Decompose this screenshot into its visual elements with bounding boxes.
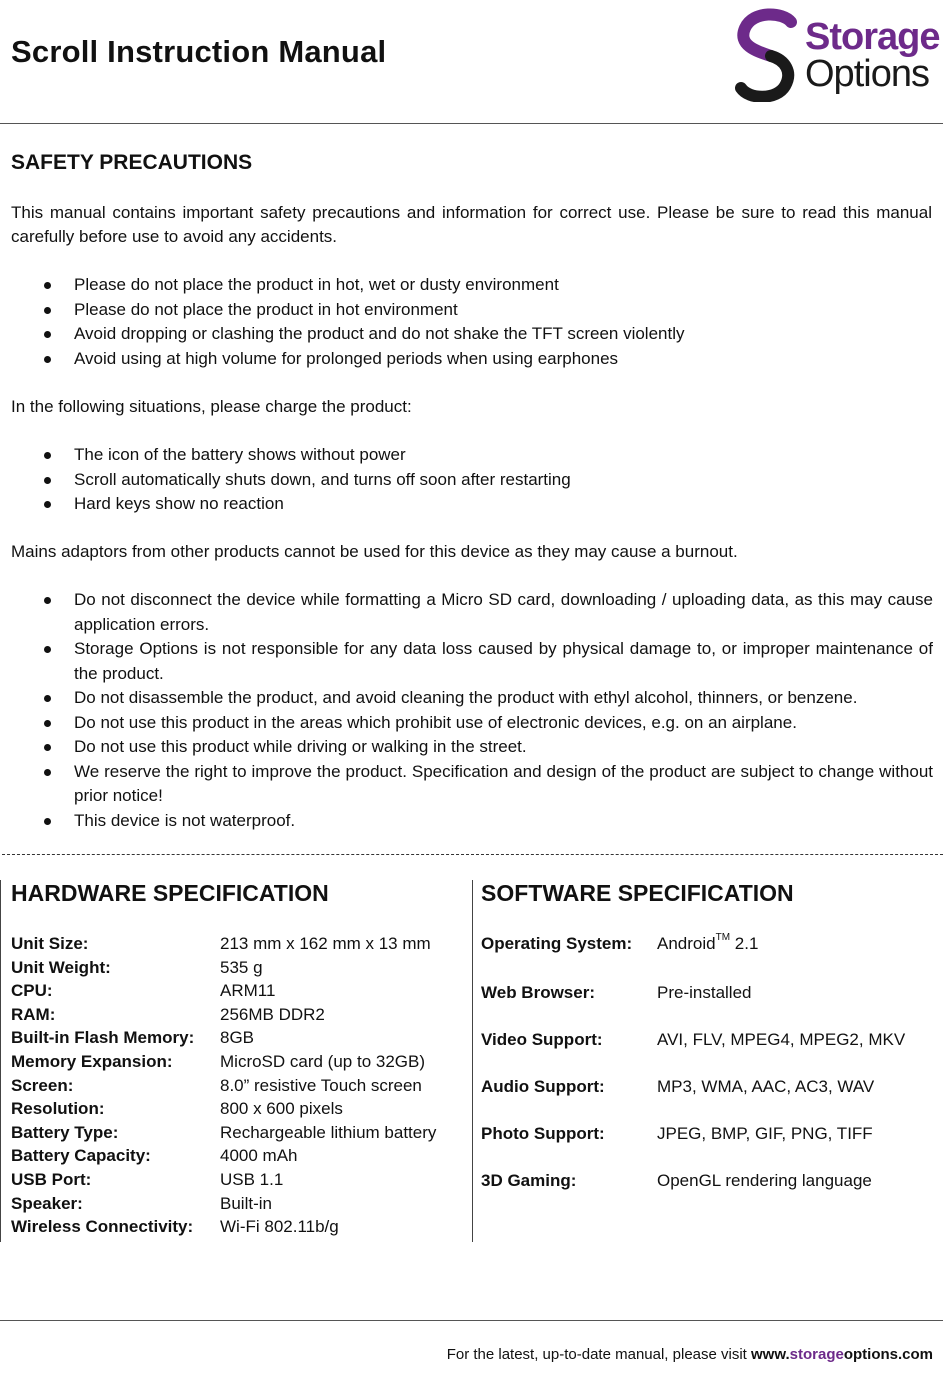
list-item-text: Please do not place the product in hot environment [74,299,458,319]
spec-label: Battery Capacity: [11,1146,151,1166]
list-item [0,492,933,517]
list-item [0,809,933,834]
bullet-icon [44,818,51,825]
spec-label: 3D Gaming: [481,1171,577,1190]
list-item-text: Do not use this product in the areas which prohibit use of electronic devices, e.g. on an airplane. [74,712,797,732]
list-item [0,468,933,493]
footer-note [447,1346,933,1363]
spec-label: Unit Size: [11,934,89,953]
bullet-icon [44,597,51,604]
spec-value: 800 x 600 pixels [220,1099,343,1119]
spec-value: 4000 mAh [220,1146,298,1166]
spec-value: Pre-installed [657,983,752,1002]
spec-value: AVI, FLV, MPEG4, MPEG2, MKV [657,1030,906,1049]
spec-value: USB 1.1 [220,1169,284,1189]
usage-warnings-list [0,588,933,833]
spec-row [11,1051,436,1075]
spec-value: MP3, WMA, AAC, AC3, WAV [657,1077,875,1096]
bullet-icon [44,769,51,776]
spec-row [11,1193,436,1217]
precaution-list [0,273,933,371]
software-spec-column [472,880,942,1242]
spec-label: Operating System: [481,934,633,953]
list-item [0,735,933,760]
spec-label: USB Port: [11,1169,92,1189]
list-item-text: The icon of the battery shows without power [74,445,406,464]
list-item [0,298,933,323]
spec-value: 535 g [220,957,263,977]
bullet-icon [44,720,51,727]
spec-row [11,933,436,957]
safety-heading: SAFETY PRECAUTIONS [11,151,253,174]
spec-row [11,1027,436,1051]
footer-website-link[interactable]: www.storageoptions.com [751,1346,933,1363]
list-item [0,760,933,809]
hardware-spec-heading: HARDWARE SPECIFICATION [11,880,329,906]
list-item-text: Storage Options is not responsible for any data loss caused by physical damage to, or improper maintenance of the product. [74,639,933,683]
list-item [0,637,933,686]
bullet-icon [44,646,51,653]
logo-word-storage: Storage [805,16,940,58]
list-item-text: This device is not waterproof. [74,810,296,830]
spec-row [11,1169,436,1193]
spec-label: CPU: [11,981,53,1001]
bullet-icon [44,501,51,508]
list-item-text: Avoid using at high volume for prolonged periods when using earphones [74,348,619,368]
storage-options-logo [731,8,940,102]
spec-label: Built-in Flash Memory: [11,1028,195,1048]
bullet-icon [44,282,51,289]
page-title: Scroll Instruction Manual [11,34,387,69]
list-item-text: Please do not place the product in hot, wet or dusty environment [74,275,559,294]
spec-row [11,1145,436,1169]
spec-label: Memory Expansion: [11,1051,173,1071]
spec-label: Wireless Connectivity: [11,1217,194,1237]
spec-value: OpenGL rendering language [657,1171,872,1190]
logo-s-mark-icon [731,8,805,102]
spec-value: Android™ 2.1 [657,932,759,953]
spec-value: MicroSD card (up to 32GB) [220,1051,426,1071]
list-item [0,273,933,298]
spec-value: 256MB DDR2 [220,1004,325,1024]
list-item [0,322,933,347]
footer-divider [0,1320,943,1321]
spec-value: 213 mm x 162 mm x 13 mm [220,934,431,953]
bullet-icon [44,695,51,702]
mains-adaptor-note: Mains adaptors from other products cannot be used for this device as they may cause a burnout. [11,542,738,561]
list-item [0,443,933,468]
charge-intro: In the following situations, please charge the product: [11,397,412,416]
spec-row [11,1075,436,1099]
list-item-text: Do not disconnect the device while formatting a Micro SD card, downloading / uploading data, as this may cause application errors. [74,590,933,634]
spec-label: Screen: [11,1075,74,1095]
list-item-text: Scroll automatically shuts down, and turns off soon after restarting [74,469,571,489]
list-item [0,686,933,711]
list-item-text: Do not use this product while driving or walking in the street. [74,737,527,756]
list-item [0,588,933,637]
logo-word-options: Options [805,53,929,95]
software-spec-heading: SOFTWARE SPECIFICATION [481,880,794,906]
list-item-text: We reserve the right to improve the product. Specification and design of the product are subject to change without prior notice! [74,761,933,805]
bullet-icon [44,331,51,338]
footer-text: For the latest, up-to-date manual, please visit [446,1346,752,1363]
spec-label: Video Support: [481,1030,603,1049]
spec-value: 8.0” resistive Touch screen [220,1075,422,1095]
bullet-icon [44,744,51,751]
safety-intro: This manual contains important safety precautions and information for correct use. Please be sure to read this manual carefully before use to avoid any accidents. [11,203,932,246]
spec-label: Unit Weight: [11,957,111,977]
bullet-icon [44,452,51,459]
spec-label: Resolution: [11,1099,105,1119]
spec-label: Audio Support: [481,1077,605,1096]
spec-value: 8GB [220,1028,255,1048]
spec-row [11,1098,436,1122]
spec-label: Photo Support: [481,1124,605,1143]
section-divider [2,854,943,855]
spec-label: Battery Type: [11,1122,119,1142]
header-divider [0,123,943,124]
list-item [0,347,933,372]
spec-value: ARM11 [220,981,276,1001]
spec-row [11,1122,436,1146]
spec-value: Wi-Fi 802.11b/g [220,1217,339,1237]
hardware-spec-column [0,880,473,1242]
charge-situations-list [0,443,933,517]
bullet-icon [44,356,51,363]
spec-label: Speaker: [11,1193,83,1213]
spec-row [11,1216,436,1240]
hardware-spec-table [11,933,436,1240]
list-item-text: Hard keys show no reaction [74,494,284,513]
spec-row [11,957,436,981]
spec-value: Built-in [220,1193,272,1213]
list-item [0,711,933,736]
bullet-icon [44,477,51,484]
spec-row [11,980,436,1004]
bullet-icon [44,307,51,314]
list-item-text: Do not disassemble the product, and avoid cleaning the product with ethyl alcohol, thinners, or benzene. [74,688,858,707]
spec-value: JPEG, BMP, GIF, PNG, TIFF [657,1124,873,1143]
spec-label: Web Browser: [481,983,595,1002]
spec-label: RAM: [11,1004,56,1024]
spec-value: Rechargeable lithium battery [220,1122,437,1142]
spec-row [11,1004,436,1028]
list-item-text: Avoid dropping or clashing the product and do not shake the TFT screen violently [74,324,685,343]
